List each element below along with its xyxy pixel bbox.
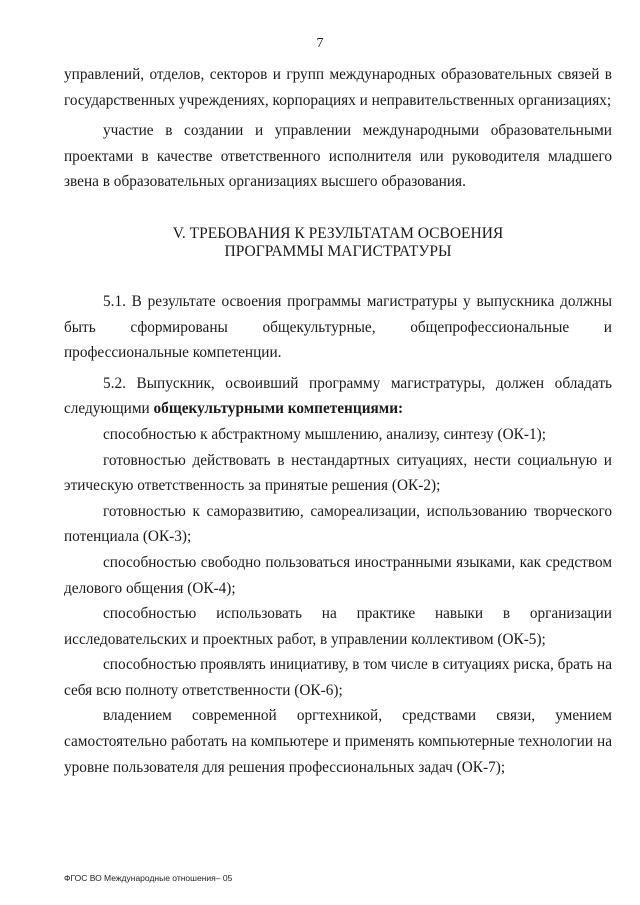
paragraph-projects: участие в создании и управлении международными образовательными проектами в качестве ответственного исполнителя или руководителя младшего звена в образовательных организациях высшего образования.: [64, 122, 612, 191]
competency-ok-3: готовностью к саморазвитию, самореализации, использованию творческого потенциала (ОК-3);: [64, 502, 612, 546]
competency-ok-5: способностью использовать на практике навыки в организации исследовательских и проектных работ, в управлении коллективом (ОК-5);: [64, 605, 612, 648]
clause-5-1: 5.1. В результате освоения программы магистратуры у выпускника должны быть сформированы общекультурные, общепрофессиональные и профессиональные компетенции.: [64, 292, 612, 362]
competency-ok-1: способностью к абстрактному мышлению, анализу, синтезу (ОК-1);: [103, 425, 546, 443]
document-body: [64, 62, 612, 780]
competency-ok-4: способностью свободно пользоваться иностранными языками, как средством делового общения (ОК-4);: [64, 553, 612, 597]
page-number: 7: [316, 36, 324, 51]
clause-5-2: [64, 371, 612, 422]
competency-ok-6: способностью проявлять инициативу, в том числе в ситуациях риска, брать на себя всю полноту ответственности (ОК-6);: [64, 656, 612, 699]
section-heading-line-1: V. ТРЕБОВАНИЯ К РЕЗУЛЬТАТАМ ОСВОЕНИЯ: [172, 224, 504, 242]
clause-5-2-bold: общекультурными компетенциями:: [153, 400, 404, 418]
section-heading-line-2: ПРОГРАММЫ МАГИСТРАТУРЫ: [224, 242, 452, 260]
competency-ok-2: готовностью действовать в нестандартных ситуациях, нести социальную и этическую ответственность за принятые решения (ОК-2);: [64, 451, 612, 495]
paragraph-organizations: управлений, отделов, секторов и групп международных образовательных связей в государственных учреждениях, корпорациях и неправительственных организациях;: [64, 66, 612, 109]
section-heading: [64, 225, 612, 261]
page-footer: ФГОС ВО Международные отношения– 05: [64, 873, 233, 883]
competency-ok-7: владением современной оргтехникой, средствами связи, умением самостоятельно работать на компьютере и применять компьютерные технологии на уровне пользователя для решения профессиональных задач (ОК-7);: [64, 707, 612, 776]
clause-5-2-text: 5.2. Выпускник, освоивший программу магистратуры, должен обладать следующими: [64, 374, 612, 418]
